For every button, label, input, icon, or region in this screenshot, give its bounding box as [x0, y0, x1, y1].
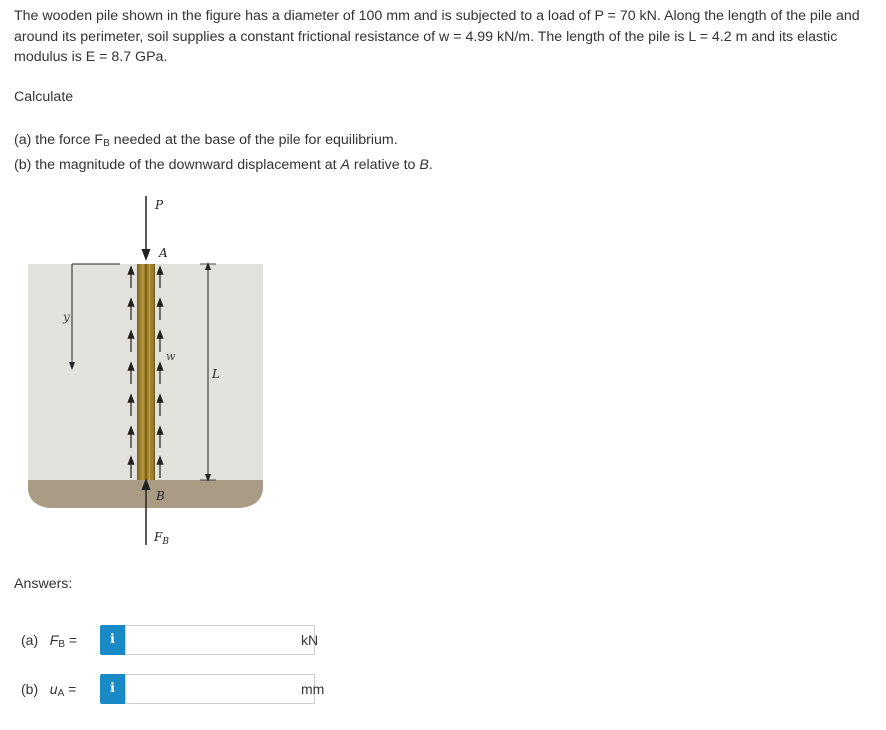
part-a [14, 130, 433, 155]
answer-a-input[interactable] [125, 625, 315, 655]
part-b-mid: relative to [349, 156, 420, 173]
pile-figure [0, 188, 300, 558]
answer-a-label: (a) $F_B$ = [21, 632, 78, 650]
part-b-point-a: A [340, 156, 350, 173]
answer-b-unit: mm [301, 681, 325, 697]
part-a-rest: needed at the base of the pile for equilibrium. [109, 132, 398, 148]
answer-b-label: (b) $u_A$ = [21, 681, 77, 699]
part-b-end: . [428, 156, 433, 173]
answers-heading: Answers: [14, 576, 73, 592]
question-parts [14, 130, 433, 175]
label-y: y [63, 310, 70, 324]
label-w: w [166, 350, 176, 363]
calculate-label: Calculate [14, 89, 74, 105]
part-b [14, 155, 433, 176]
part-b-text: (b) the magnitude of the downward displacement at [14, 156, 341, 173]
problem-line: The wooden pile shown in the figure has a diameter of 100 mm and is subjected to a load of P = 70 kN. Along the length of the pile and [14, 8, 860, 24]
pile-diagram [0, 188, 300, 558]
info-icon[interactable]: i [100, 625, 125, 655]
part-a-sub: B [103, 138, 110, 149]
label-fb: $F_B$ [154, 530, 169, 547]
label-a: A [159, 246, 168, 260]
part-a-text: (a) the force F [14, 132, 104, 148]
problem-line: modulus is E = 8.7 GPa. [14, 49, 168, 65]
label-b: B [156, 489, 165, 503]
problem-line: around its perimeter, soil supplies a constant frictional resistance of w = 4.99 kN/m. The length of the pile is L = 4.2 m and its elastic [14, 28, 838, 45]
answer-a-unit: kN [301, 632, 319, 648]
problem-statement [14, 6, 880, 68]
part-b-point-b: B [419, 156, 429, 173]
label-l: L [212, 367, 220, 381]
label-p: P [155, 198, 164, 212]
answer-b-input[interactable] [125, 674, 315, 704]
info-icon[interactable]: i [100, 674, 125, 704]
